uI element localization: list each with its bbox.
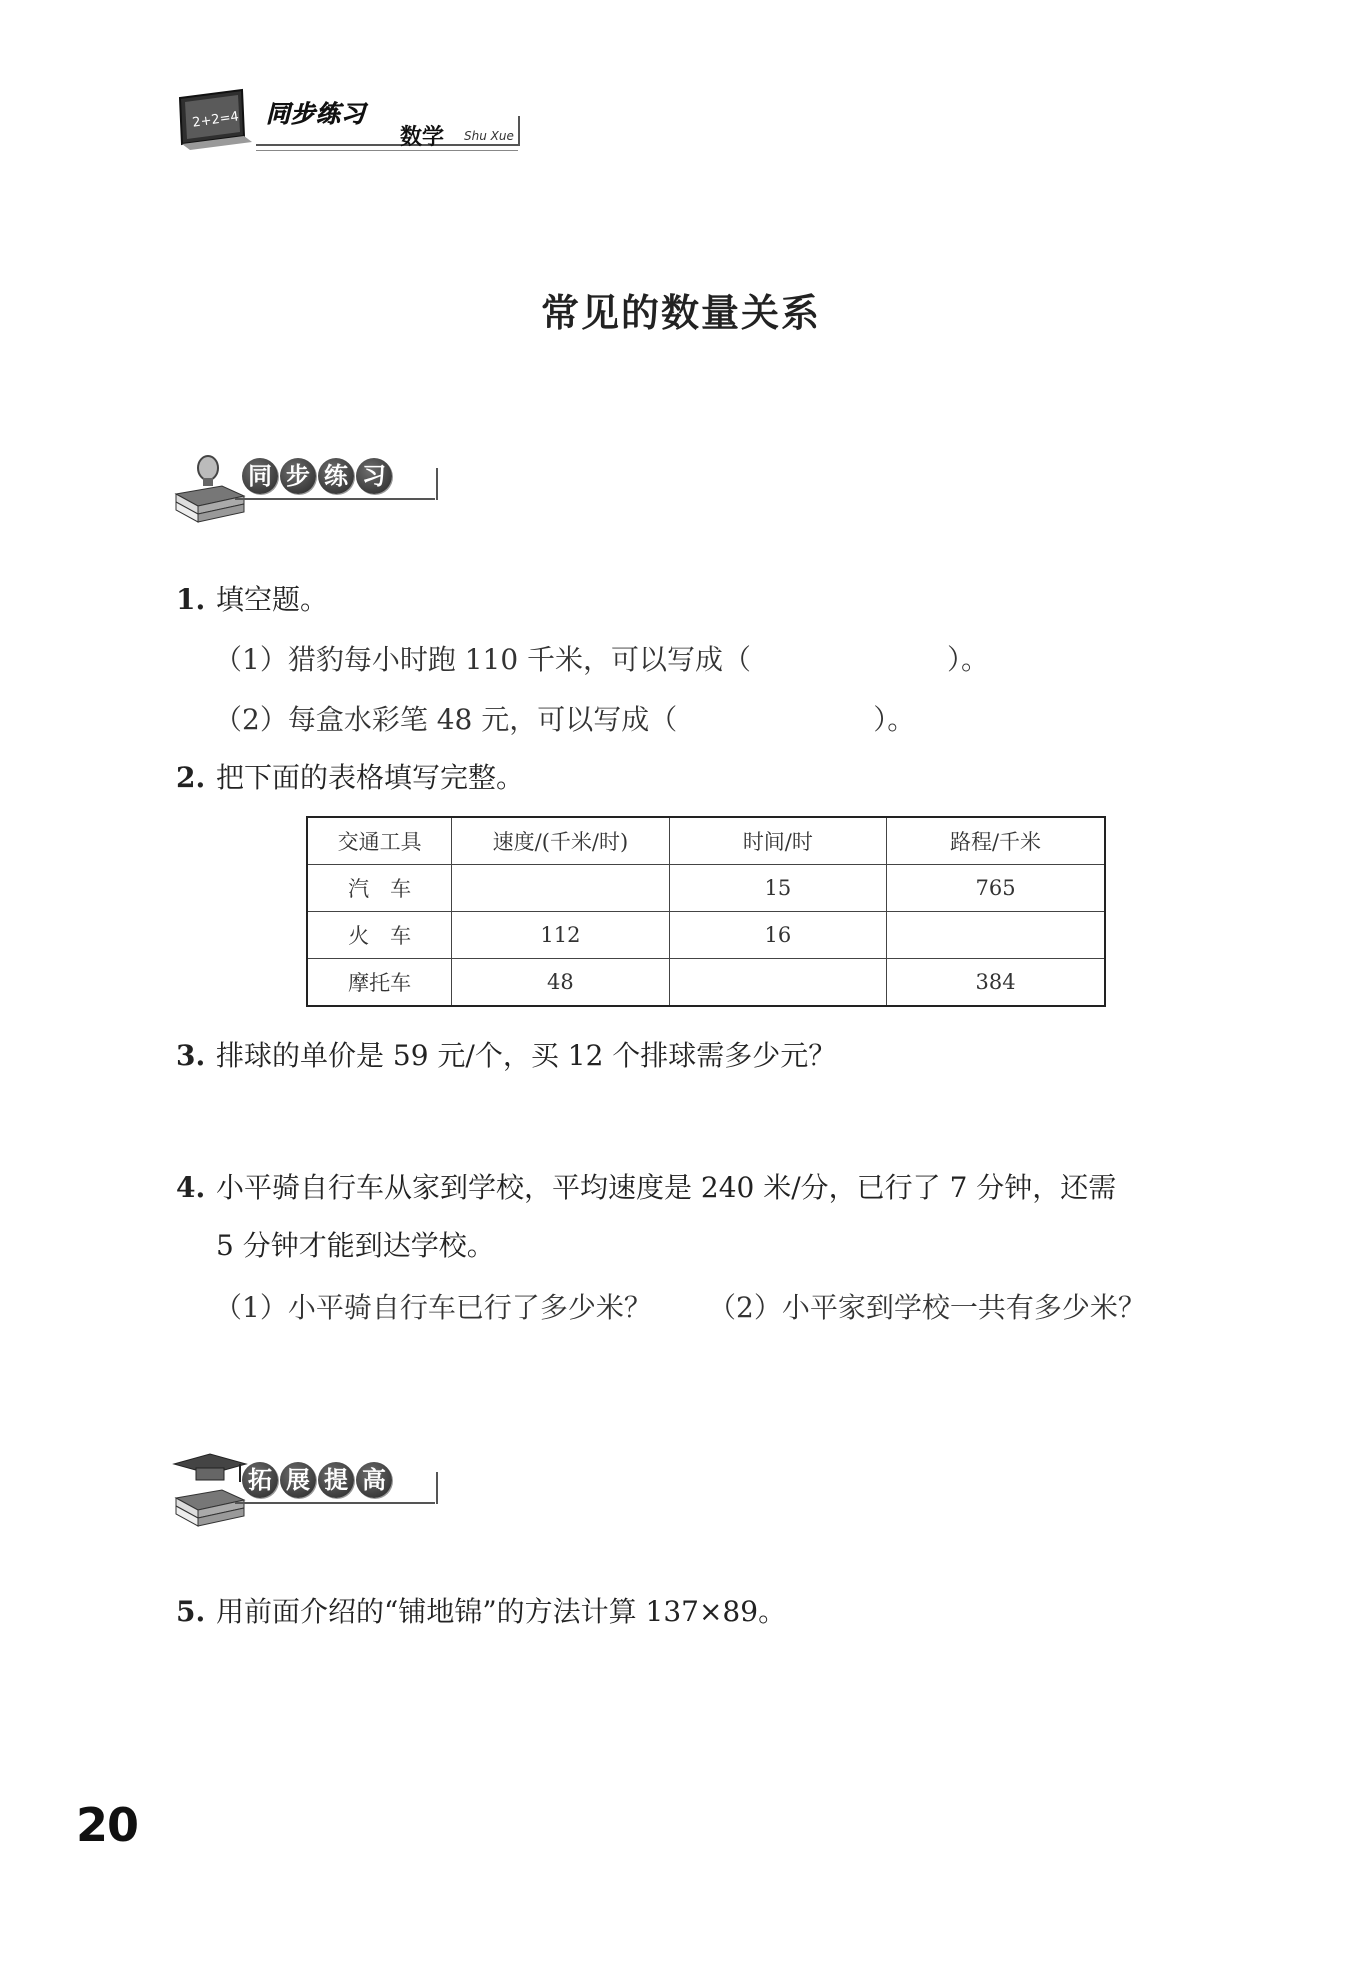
- table-cell[interactable]: [452, 865, 669, 912]
- data-table: [306, 816, 1106, 1007]
- question-4-text-cont: 5 分钟才能到达学校。: [216, 1229, 495, 1262]
- question-text: 小平骑自行车从家到学校，平均速度是 240 米/分，已行了 7 分钟，还需: [216, 1171, 1117, 1204]
- column-header: 路程/千米: [887, 817, 1105, 865]
- table-row: [307, 865, 1105, 912]
- banner-char: 习: [356, 458, 392, 494]
- table-row: [307, 959, 1105, 1007]
- banner-char: 拓: [242, 1462, 278, 1498]
- header-logo: [178, 82, 528, 162]
- books-lightbulb-icon: [170, 438, 250, 528]
- question-text: 填空题。: [216, 583, 329, 616]
- section-banner-practice: [170, 438, 470, 528]
- column-header: 交通工具: [307, 817, 452, 865]
- column-header: 速度/(千米/时): [452, 817, 669, 865]
- section-banner-extension: [170, 1442, 470, 1532]
- subject-pinyin: Shu Xue: [464, 129, 514, 143]
- question-number: 2.: [176, 761, 206, 794]
- banner-char: 高: [356, 1462, 392, 1498]
- question-1: [176, 580, 328, 620]
- question-1-part-1: （1）猎豹每小时跑 110 千米，可以写成（ ）。: [214, 643, 990, 676]
- question-text: 排球的单价是 59 元/个，买 12 个排球需多少元？: [216, 1039, 837, 1072]
- banner-rule: [235, 498, 435, 500]
- question-text: 把下面的表格填写完整。: [216, 761, 525, 794]
- question-text: 用前面介绍的“铺地锦”的方法计算 137×89。: [216, 1595, 787, 1628]
- question-1-part-2: （2）每盒水彩笔 48 元，可以写成（ ）。: [214, 703, 916, 736]
- banner-char: 展: [280, 1462, 316, 1498]
- question-5: [176, 1592, 786, 1632]
- table-cell: 16: [669, 912, 886, 959]
- question-4-part-1: （1）小平骑自行车已行了多少米？: [214, 1291, 652, 1324]
- table-row: [307, 912, 1105, 959]
- question-number: 1.: [176, 583, 206, 616]
- table-cell: 765: [887, 865, 1105, 912]
- banner-char: 提: [318, 1462, 354, 1498]
- table-header-row: [307, 817, 1105, 865]
- table-cell: 384: [887, 959, 1105, 1007]
- question-4-part-2: （2）小平家到学校一共有多少米？: [708, 1291, 1146, 1324]
- question-3: [176, 1036, 836, 1076]
- table-cell: 48: [452, 959, 669, 1007]
- graduation-cap-books-icon: [170, 1442, 250, 1532]
- question-number: 5.: [176, 1595, 206, 1628]
- column-header: 时间/时: [669, 817, 886, 865]
- series-title: 同步练习: [266, 100, 366, 128]
- subject-label: 数学: [400, 125, 445, 150]
- table-cell: 汽 车: [307, 865, 452, 912]
- table-cell: 摩托车: [307, 959, 452, 1007]
- table-cell: 15: [669, 865, 886, 912]
- question-number: 4.: [176, 1171, 206, 1204]
- table-cell[interactable]: [887, 912, 1105, 959]
- page-title: 常见的数量关系: [540, 290, 821, 335]
- table-cell[interactable]: [669, 959, 886, 1007]
- chalkboard-icon: [178, 88, 260, 150]
- banner-char: 步: [280, 458, 316, 494]
- table-cell: 112: [452, 912, 669, 959]
- banner-title: [242, 1462, 392, 1498]
- banner-char: 同: [242, 458, 278, 494]
- question-number: 3.: [176, 1039, 206, 1072]
- table-cell: 火 车: [307, 912, 452, 959]
- question-4: [176, 1168, 1116, 1208]
- page-number: 20: [76, 1798, 139, 1852]
- board-text: 2+2=4: [191, 109, 240, 131]
- question-2: [176, 758, 524, 798]
- banner-char: 练: [318, 458, 354, 494]
- banner-rule: [235, 1502, 435, 1504]
- banner-title: [242, 458, 392, 494]
